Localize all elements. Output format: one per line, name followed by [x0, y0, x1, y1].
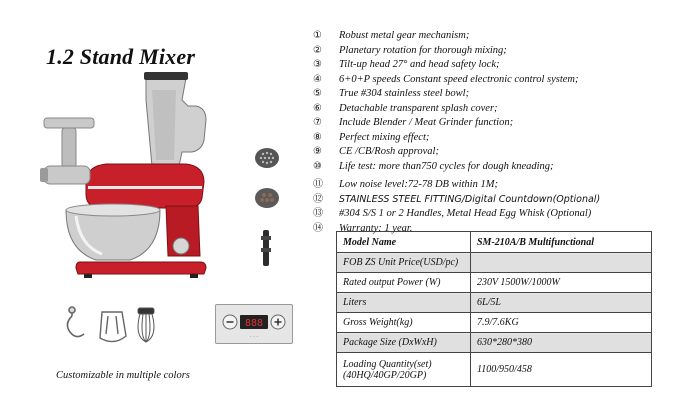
feature-item [313, 59, 673, 74]
feature-text: STAINLESS STEEL FITTING/Digital Countdown(Optional) [339, 193, 601, 205]
spec-row [337, 333, 652, 353]
feature-number: ⑩ [313, 160, 322, 172]
feature-text: Low noise level:72-78 DB within 1M; [339, 179, 498, 190]
spec-label: Liters [337, 293, 471, 313]
spec-table-header [337, 232, 652, 253]
feature-text: 6+0+P speeds Constant speed electronic control system; [339, 73, 579, 85]
countdown-display [222, 313, 286, 331]
feature-item [313, 175, 673, 190]
feature-number: ⑭ [313, 222, 323, 234]
spec-row [337, 273, 652, 293]
spec-header-value: SM-210A/B Multifunctional [471, 232, 652, 253]
spec-value: 230V 1500W/1000W [471, 273, 652, 293]
spec-value: 630*280*380 [471, 333, 652, 353]
spec-label: Rated output Power (W) [337, 273, 471, 293]
feature-text: CE /CB/Rosh approval; [339, 146, 439, 157]
grinder-screw-image [258, 228, 274, 268]
feature-text: Tilt-up head 27° and head safety lock; [339, 59, 500, 70]
feature-item [313, 88, 673, 103]
feature-item [313, 190, 673, 205]
spec-row [337, 253, 652, 273]
whisk-icon [138, 308, 154, 342]
feature-text: #304 S/S 1 or 2 Handles, Metal Head Egg Whisk (Optional) [339, 208, 592, 219]
feature-text: True #304 stainless steel bowl; [339, 88, 470, 99]
color-caption: Customizable in multiple colors [56, 370, 190, 381]
feature-list [313, 30, 673, 233]
spec-label: Gross Weight(kg) [337, 313, 471, 333]
feature-item [313, 74, 673, 89]
feature-number: ⑨ [313, 146, 322, 157]
feature-number: ③ [313, 59, 322, 70]
feature-number: ⑧ [313, 131, 322, 143]
feature-item [313, 132, 673, 147]
feature-text: Life test: more than750 cycles for dough kneading; [339, 160, 554, 172]
mixer-attachments-image [60, 306, 170, 346]
spec-value: 6L/5L [471, 293, 652, 313]
feature-item [313, 45, 673, 60]
spec-row [337, 353, 652, 387]
feature-number: ⑪ [313, 179, 323, 190]
feature-text: Include Blender / Meat Grinder function; [339, 117, 514, 128]
dough-hook-icon [67, 307, 84, 337]
feature-item [313, 204, 673, 219]
spec-row [337, 313, 652, 333]
flat-beater-icon [100, 312, 126, 342]
feature-number: ⑦ [313, 117, 322, 128]
display-digits: 888 [244, 318, 264, 329]
feature-number: ① [313, 30, 322, 41]
control-panel-image [215, 304, 293, 344]
feature-text: Perfect mixing effect; [339, 131, 430, 143]
feature-number: ② [313, 44, 322, 56]
spec-value: 7.9/7.6KG [471, 313, 652, 333]
stand-mixer-image [36, 70, 216, 290]
control-panel-caption: · · · [250, 334, 258, 340]
feature-number: ⑤ [313, 88, 322, 99]
feature-item [313, 117, 673, 132]
spec-row [337, 293, 652, 313]
feature-item [313, 30, 673, 45]
grinder-plate-coarse-image [252, 186, 282, 210]
spec-header-label: Model Name [337, 232, 471, 253]
spec-value: 1100/950/458 [471, 353, 652, 387]
feature-item [313, 161, 673, 176]
spec-table [336, 231, 652, 387]
spec-label: Loading Quantity(set) (40HQ/40GP/20GP) [337, 353, 471, 387]
spec-label: Package Size (DxWxH) [337, 333, 471, 353]
spec-label: FOB ZS Unit Price(USD/pc) [337, 253, 471, 273]
feature-number: ⑥ [313, 102, 322, 114]
grinder-plate-fine-image [252, 146, 282, 170]
feature-number: ⑬ [313, 208, 323, 219]
feature-number: ④ [313, 73, 322, 85]
feature-item [313, 146, 673, 161]
feature-text: Warranty: 1 year. [339, 222, 413, 234]
spec-value [471, 253, 652, 273]
feature-number: ⑫ [313, 193, 323, 205]
page-title: 1.2 Stand Mixer [46, 44, 196, 69]
feature-item [313, 103, 673, 118]
feature-text: Detachable transparent splash cover; [339, 102, 498, 114]
feature-text: Robust metal gear mechanism; [339, 30, 470, 41]
feature-text: Planetary rotation for thorough mixing; [339, 44, 507, 56]
